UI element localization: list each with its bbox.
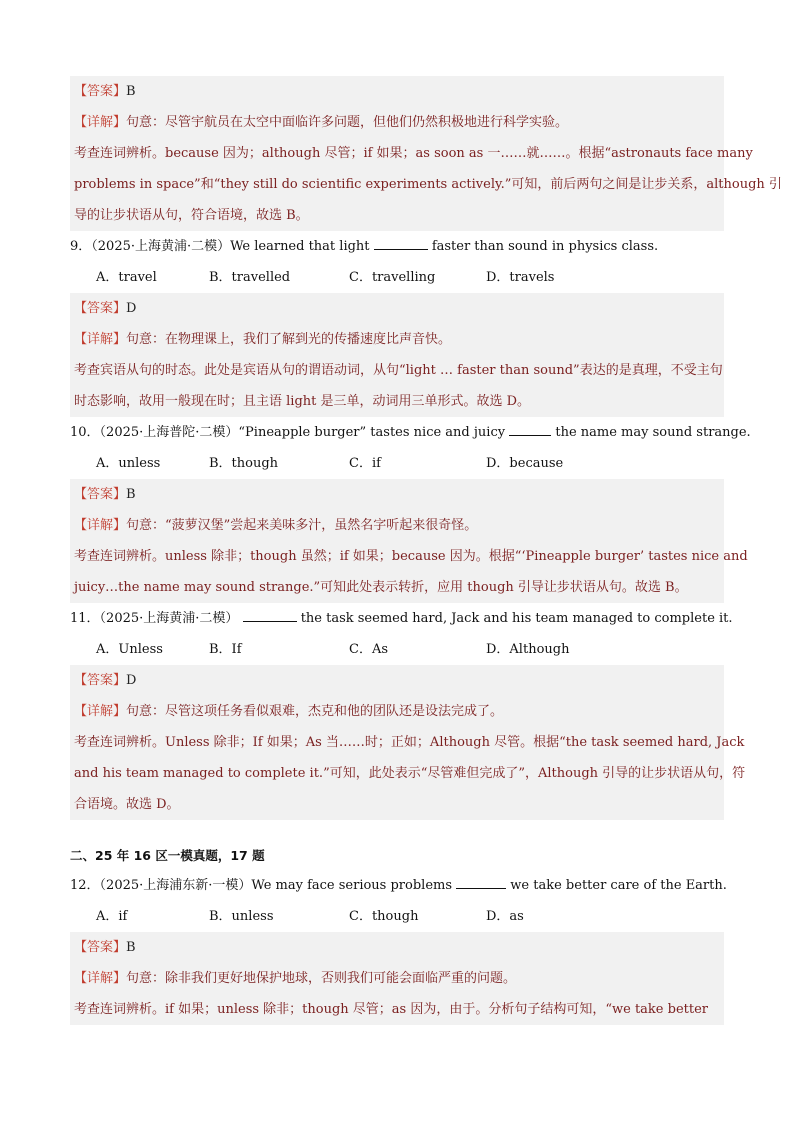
explanation-line: juicy…the name may sound strange.”可知此处表示转折，应用 though 引导让步状语从句。故选 B。 bbox=[74, 580, 688, 595]
explanation-line: 合语境。故选 D。 bbox=[74, 797, 180, 812]
option-d: D．travels bbox=[486, 270, 555, 285]
stem-part: we take better care of the Earth. bbox=[510, 878, 727, 893]
answer-value: B bbox=[126, 487, 136, 502]
answer-tag: 【答案】 bbox=[74, 940, 127, 955]
explanation-line: and his team managed to complete it.”可知，此处表示“尽管难但完成了”，Although 引导的让步状语从句，符 bbox=[74, 766, 746, 781]
answer-value: D bbox=[126, 673, 137, 688]
answer-block-11 bbox=[70, 665, 746, 820]
answer-line bbox=[74, 479, 720, 510]
answer-block-10 bbox=[70, 479, 748, 603]
answer-tag: 【答案】 bbox=[74, 487, 127, 502]
answer-line bbox=[74, 293, 720, 324]
answer-value: B bbox=[126, 940, 136, 955]
question-12-stem bbox=[70, 870, 727, 901]
stem-part: faster than sound in physics class. bbox=[431, 239, 659, 254]
explanation-line: 考查连词辨析。because 因为；although 尽管；if 如果；as soon as 一……就……。根据“astronauts face many bbox=[74, 146, 753, 161]
option-b: B．though bbox=[209, 456, 279, 471]
detail-text: 句意：“菠萝汉堡”尝起来美味多汁，虽然名字听起来很奇怪。 bbox=[126, 518, 478, 533]
question-10-stem bbox=[70, 417, 751, 448]
option-d: D．Although bbox=[486, 642, 570, 657]
explanation-line: 考查连词辨析。Unless 除非；If 如果；As 当……时；正如；Although 尽管。根据“the task seemed hard, Jack bbox=[74, 735, 745, 750]
option-a: A．unless bbox=[96, 456, 161, 471]
question-9-options bbox=[70, 262, 724, 293]
section-spacer bbox=[70, 820, 724, 842]
answer-block-12 bbox=[70, 932, 724, 1025]
detail-text: 句意：尽管这项任务看似艰难，杰克和他的团队还是设法完成了。 bbox=[126, 704, 504, 719]
option-d: D．as bbox=[486, 909, 524, 924]
explanation-line: 考查连词辨析。if 如果；unless 除非；though 尽管；as 因为，由于。分析句子结构可知，“we take better bbox=[74, 1002, 708, 1017]
stem-part: 9．（2025·上海黄浦·二模）We learned that light bbox=[70, 239, 370, 254]
explanation-line: 考查宾语从句的时态。此处是宾语从句的谓语动词，从句“light … faster than sound”表达的是真理，不受主句 bbox=[74, 363, 723, 378]
detail-tag: 【详解】 bbox=[74, 115, 127, 130]
answer-tag: 【答案】 bbox=[74, 84, 127, 99]
detail-line bbox=[74, 696, 720, 727]
option-d: D．because bbox=[486, 456, 564, 471]
answer-blank bbox=[243, 609, 297, 622]
answer-block-9 bbox=[70, 293, 724, 417]
detail-tag: 【详解】 bbox=[74, 704, 127, 719]
section-heading: 二、25 年 16 区一模真题，17 题 bbox=[70, 848, 265, 863]
detail-line bbox=[74, 963, 720, 994]
option-c: C．travelling bbox=[349, 270, 436, 285]
answer-tag: 【答案】 bbox=[74, 301, 127, 316]
detail-tag: 【详解】 bbox=[74, 332, 127, 347]
stem-part: the task seemed hard, Jack and his team managed to complete it. bbox=[300, 611, 733, 626]
explanation-line: problems in space”和“they still do scientific experiments actively.”可知，前后两句之间是让步关系，although 引 bbox=[74, 177, 782, 192]
option-c: C．As bbox=[349, 642, 389, 657]
option-a: A．Unless bbox=[96, 642, 163, 657]
detail-line bbox=[74, 324, 720, 355]
option-b: B．unless bbox=[209, 909, 274, 924]
answer-blank bbox=[374, 237, 428, 250]
stem-part: 11．（2025·上海黄浦·二模） bbox=[70, 611, 239, 626]
answer-line bbox=[74, 932, 720, 963]
option-a: A．travel bbox=[96, 270, 157, 285]
answer-value: D bbox=[126, 301, 137, 316]
explanation-line: 考查连词辨析。unless 除非；though 虽然；if 如果；because 因为。根据“‘Pineapple burger’ tastes nice and bbox=[74, 549, 748, 564]
detail-text: 句意：尽管宇航员在太空中面临许多问题，但他们仍然积极地进行科学实验。 bbox=[126, 115, 569, 130]
answer-value: B bbox=[126, 84, 136, 99]
answer-tag: 【答案】 bbox=[74, 673, 127, 688]
detail-line bbox=[74, 510, 720, 541]
option-c: C．though bbox=[349, 909, 419, 924]
question-9-stem bbox=[70, 231, 724, 262]
detail-line bbox=[74, 107, 720, 138]
detail-text: 句意：在物理课上，我们了解到光的传播速度比声音快。 bbox=[126, 332, 452, 347]
explanation-line: 导的让步状语从句，符合语境，故选 B。 bbox=[74, 208, 309, 223]
option-a: A．if bbox=[96, 909, 128, 924]
question-11-options bbox=[70, 634, 724, 665]
option-b: B．travelled bbox=[209, 270, 291, 285]
detail-tag: 【详解】 bbox=[74, 518, 127, 533]
question-11-stem bbox=[70, 603, 733, 634]
detail-tag: 【详解】 bbox=[74, 971, 127, 986]
stem-part: 12．（2025·上海浦东新·一模）We may face serious problems bbox=[70, 878, 453, 893]
answer-blank bbox=[456, 876, 506, 889]
answer-line bbox=[74, 665, 720, 696]
option-b: B．If bbox=[209, 642, 242, 657]
answer-blank bbox=[509, 423, 551, 436]
stem-part: 10．（2025·上海普陀·二模）“Pineapple burger” tastes nice and juicy bbox=[70, 425, 506, 440]
stem-part: the name may sound strange. bbox=[555, 425, 751, 440]
answer-block-8 bbox=[70, 76, 782, 231]
question-12-options bbox=[70, 901, 724, 932]
option-c: C．if bbox=[349, 456, 381, 471]
detail-text: 句意：除非我们更好地保护地球，否则我们可能会面临严重的问题。 bbox=[126, 971, 517, 986]
question-10-options bbox=[70, 448, 724, 479]
worksheet-page bbox=[70, 76, 782, 1025]
explanation-line: 时态影响，故用一般现在时；且主语 light 是三单，动词用三单形式。故选 D。 bbox=[74, 394, 531, 409]
answer-line bbox=[74, 76, 720, 107]
